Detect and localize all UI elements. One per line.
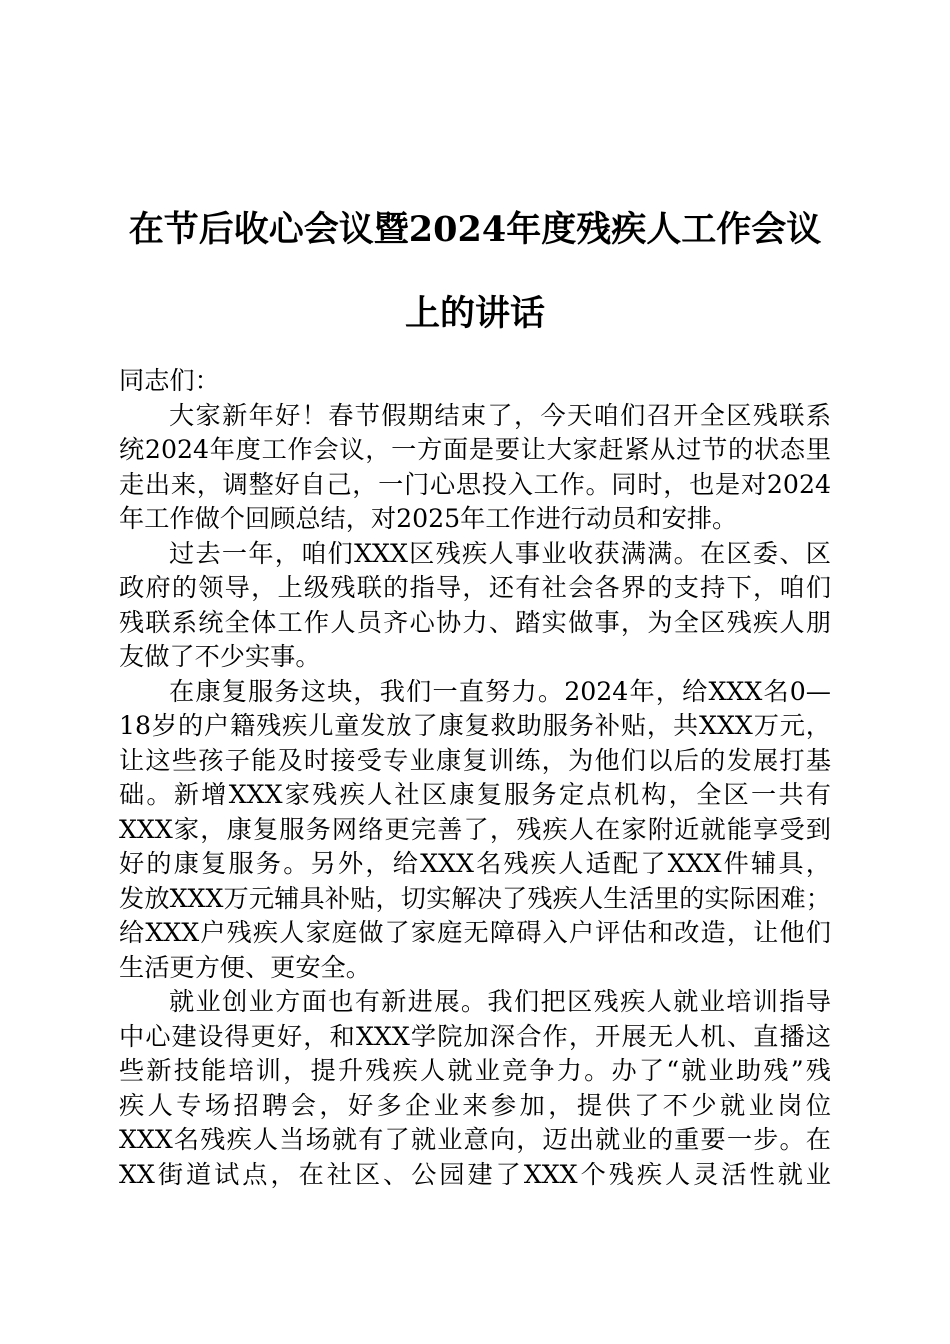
title-line-2: 上的讲话 bbox=[404, 293, 545, 334]
paragraph-line: 过去一年，咱们XXX区残疾人事业收获满满。在区委、区 bbox=[169, 538, 831, 568]
paragraph-line: 让这些孩子能及时接受专业康复训练，为他们以后的发展打基 bbox=[119, 745, 831, 775]
paragraph-line: 政府的领导，上级残联的指导，还有社会各界的支持下，咱们 bbox=[119, 573, 831, 602]
paragraph-line: XX街道试点，在社区、公园建了XXX个残疾人灵活性就业 bbox=[119, 1159, 831, 1189]
paragraph-line: 18岁的户籍残疾儿童发放了康复救助服务补贴，共XXX万元， bbox=[119, 711, 831, 740]
paragraph-line: 年工作做个回顾总结，对2025年工作进行动员和安排。 bbox=[119, 504, 738, 533]
salutation: 同志们： bbox=[119, 366, 220, 395]
paragraph-line: 生活更方便、更安全。 bbox=[119, 952, 371, 982]
paragraph-line: 发放XXX万元辅具补贴，切实解决了残疾人生活里的实际困难； bbox=[119, 883, 831, 913]
paragraph-line: 大家新年好！春节假期结束了，今天咱们召开全区残联系 bbox=[169, 400, 831, 430]
paragraph-line: 给XXX户残疾人家庭做了家庭无障碍入户评估和改造，让他们 bbox=[119, 918, 831, 947]
paragraph-line: 就业创业方面也有新进展。我们把区残疾人就业培训指导 bbox=[169, 987, 831, 1016]
paragraph-line: 疾人专场招聘会，好多企业来参加，提供了不少就业岗位 bbox=[119, 1090, 831, 1120]
paragraph-line: 好的康复服务。另外，给XXX名残疾人适配了XXX件辅具， bbox=[119, 849, 831, 878]
paragraph-employment bbox=[119, 985, 831, 1192]
paragraph-line: 走出来，调整好自己，一门心思投入工作。同时，也是对2024 bbox=[119, 469, 831, 499]
document-title bbox=[100, 188, 850, 356]
document-body bbox=[119, 364, 831, 1192]
paragraph-opening bbox=[119, 399, 831, 537]
paragraph-line: 中心建设得更好，和XXX学院加深合作，开展无人机、直播这 bbox=[119, 1021, 831, 1051]
paragraph-line: 残联系统全体工作人员齐心协力、踏实做事，为全区残疾人朋 bbox=[119, 607, 831, 637]
paragraph-line: 统2024年度工作会议，一方面是要让大家赶紧从过节的状态里 bbox=[119, 435, 831, 464]
paragraph-line: 在康复服务这块，我们一直努力。2024年，给XXX名0— bbox=[169, 676, 831, 706]
paragraph-line: XXX名残疾人当场就有了就业意向，迈出就业的重要一步。在 bbox=[119, 1125, 831, 1154]
paragraph-rehabilitation bbox=[119, 675, 831, 986]
paragraph-line: 础。新增XXX家残疾人社区康复服务定点机构，全区一共有 bbox=[119, 780, 831, 809]
paragraph-review bbox=[119, 537, 831, 675]
title-line-1: 在节后收心会议暨2024年度残疾人工作会议 bbox=[128, 209, 822, 250]
paragraph-line: 些新技能培训，提升残疾人就业竞争力。办了“就业助残”残 bbox=[119, 1056, 831, 1085]
paragraph-line: 友做了不少实事。 bbox=[119, 642, 321, 671]
paragraph-line: XXX家，康复服务网络更完善了，残疾人在家附近就能享受到 bbox=[119, 814, 831, 844]
